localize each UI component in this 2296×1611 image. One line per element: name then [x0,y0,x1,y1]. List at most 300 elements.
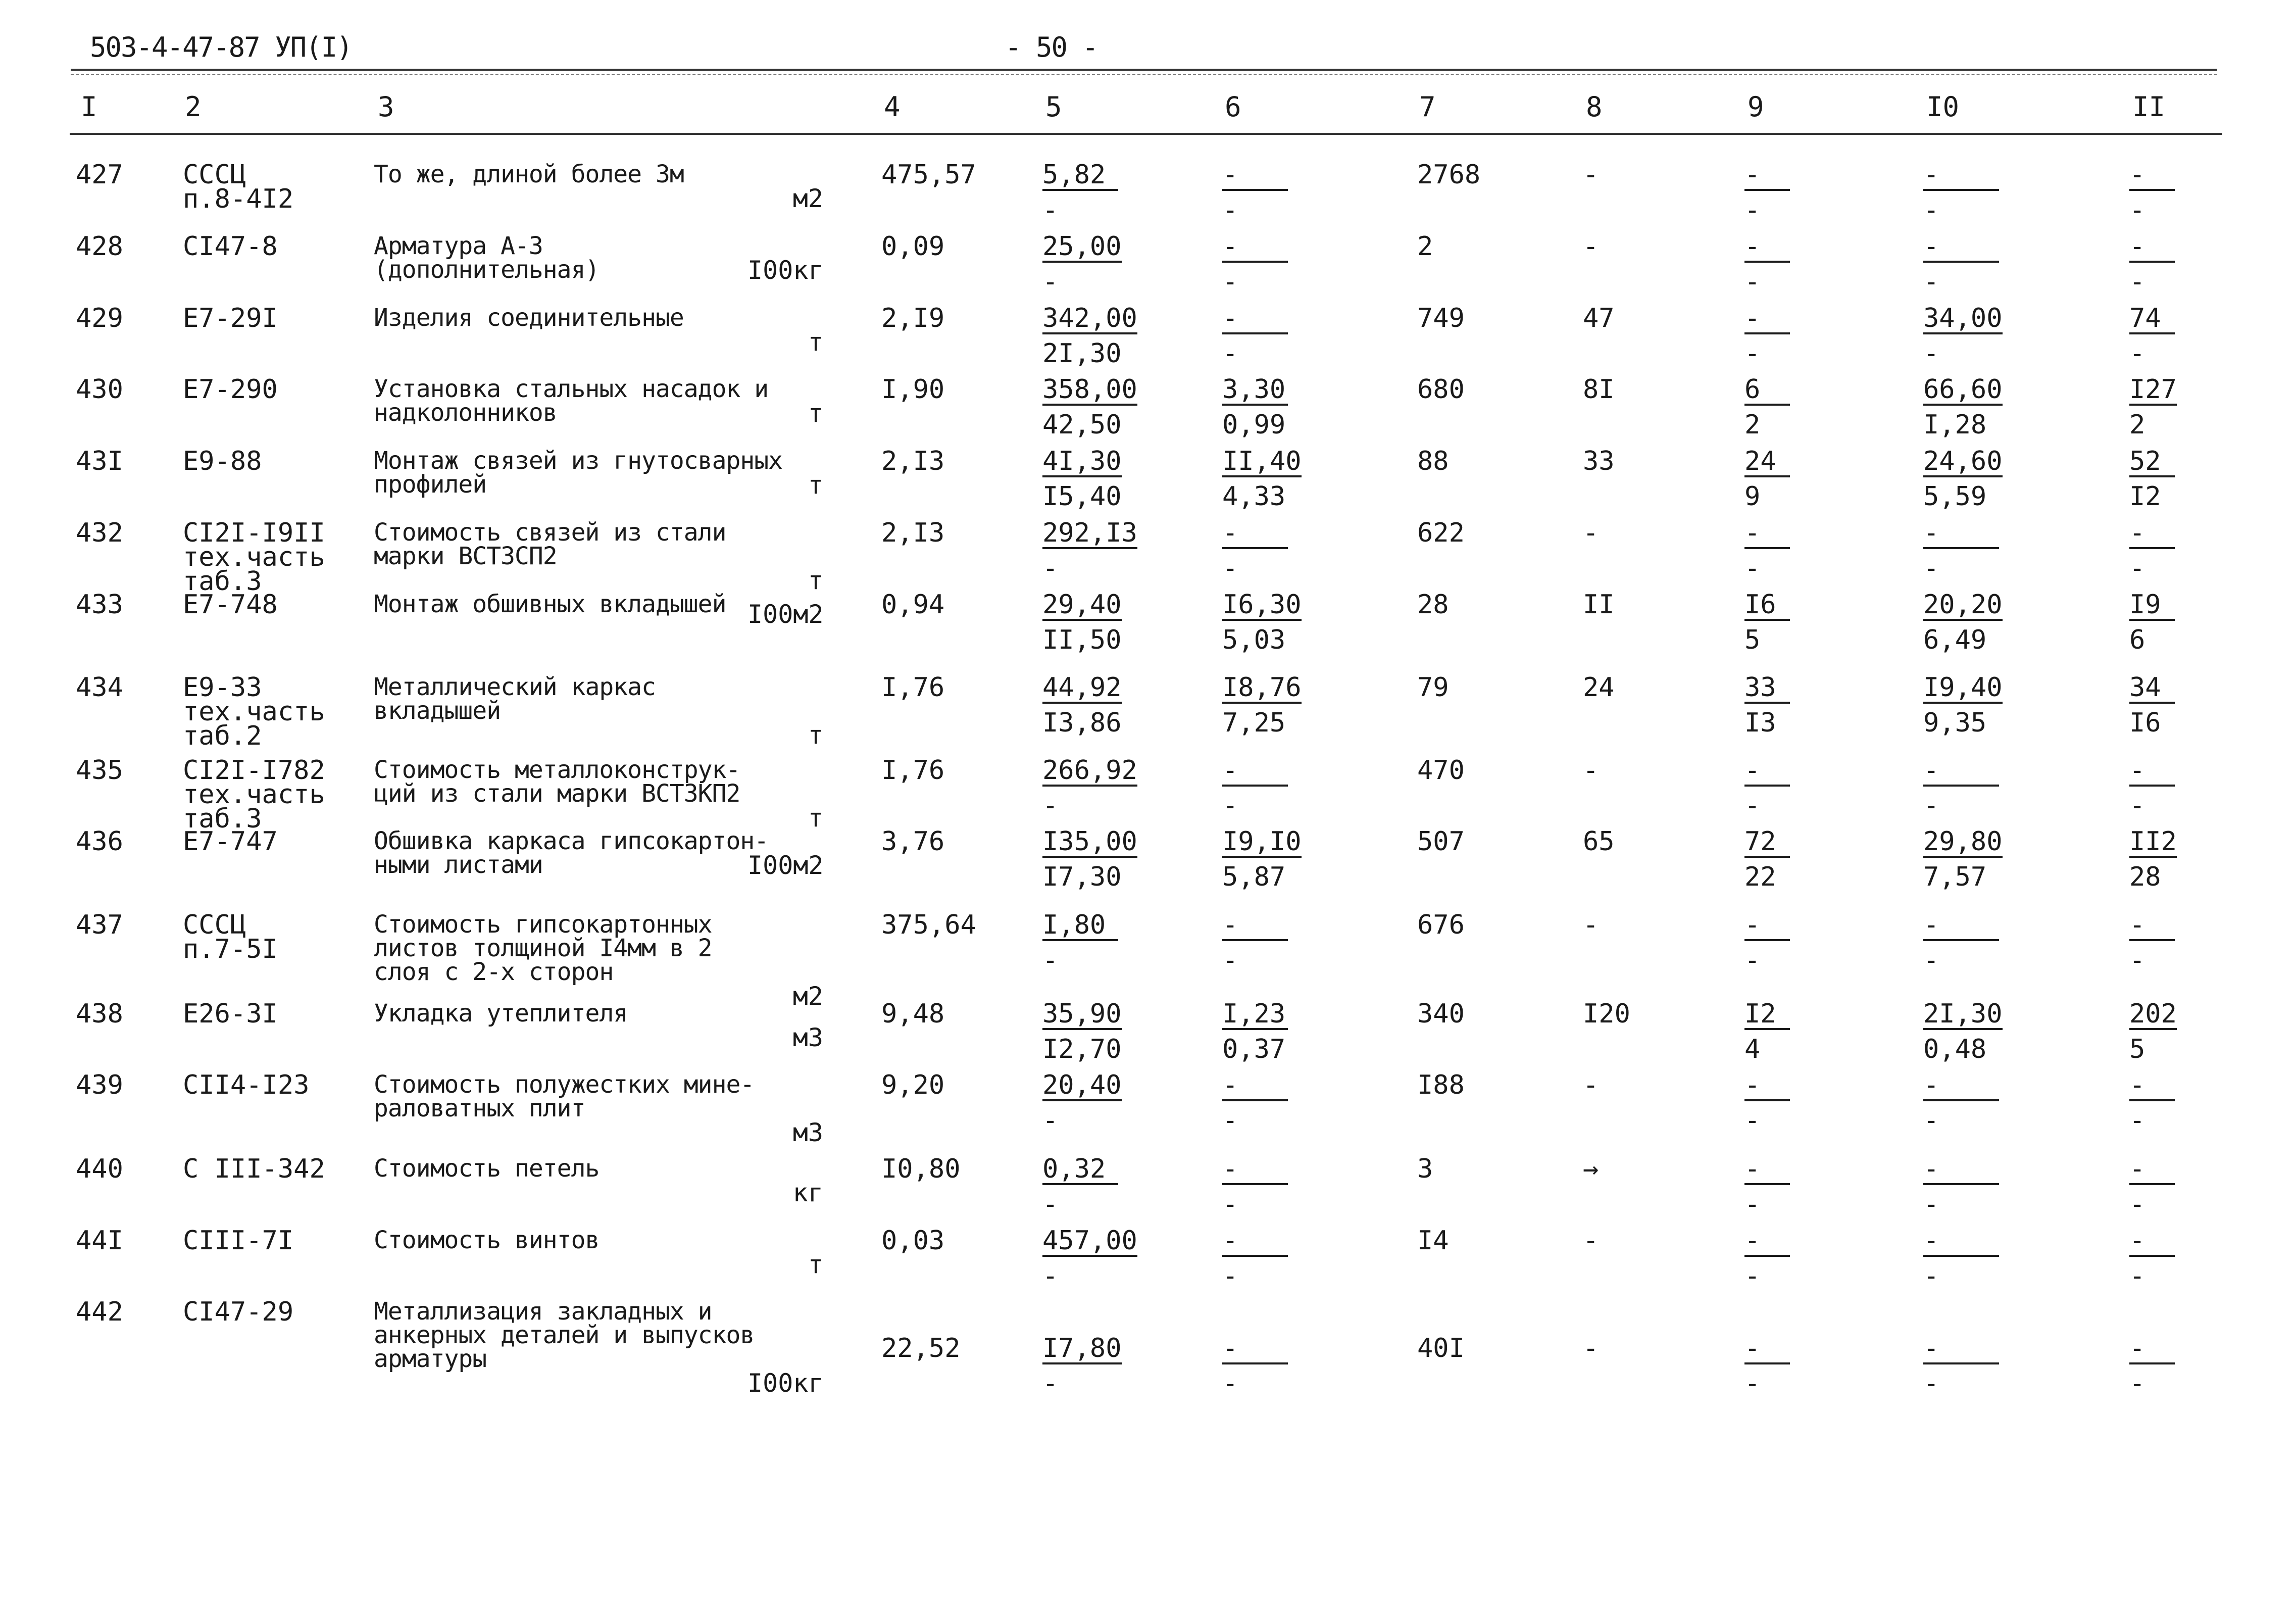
unit-cost-total [1042,231,1122,297]
unit-cost-wages-top: - [1222,306,1288,334]
wages-total: 24 [1583,672,1615,703]
unit-cost-wages-top: I8,76 [1222,672,1302,703]
cost-col-11-top: 52 [2129,449,2175,477]
unit-cost-total-bottom: - [1042,553,1059,583]
quantity: 2,I9 [881,303,945,333]
wages-total: II [1583,590,1615,620]
unit-cost-wages-bottom: - [1222,945,1238,975]
cost-col-9-top: - [1744,521,1790,549]
cost-col-10-bottom: - [1923,195,1939,225]
unit-cost-total [1042,374,1137,440]
cost-col-9-bottom: - [1744,1261,1761,1291]
total-cost: I4 [1417,1226,1449,1256]
row-number: 433 [76,590,123,620]
unit-cost-total [1042,910,1118,975]
cost-col-10-bottom: 0,48 [1923,1034,1987,1064]
cost-col-9-bottom: - [1744,791,1761,821]
unit: т [808,470,823,500]
unit-cost-wages [1222,303,1288,369]
cost-col-10-top: I9,40 [1923,672,2003,703]
cost-col-9-top: - [1744,758,1790,787]
column-number: I [81,91,97,123]
unit-cost-wages-top: 3,30 [1222,377,1288,406]
work-name: Стоимость гипсокартонных листов толщиной I4мм в 2 слоя с 2-х сторон [374,910,712,986]
row-number: 442 [76,1297,123,1327]
work-name: Металлический каркас вкладышей [374,673,656,725]
cost-col-10 [1923,160,1999,225]
unit-cost-total-top: 25,00 [1042,231,1122,262]
unit-cost-total [1042,1333,1122,1399]
cost-col-9-bottom: - [1744,267,1761,297]
cost-col-11-bottom: - [2129,553,2145,583]
unit-cost-total-top: 0,32 [1042,1157,1118,1185]
unit-cost-total-top: I35,00 [1042,826,1137,857]
cost-col-9-top: 72 [1744,829,1790,858]
row-number: 429 [76,303,123,333]
cost-col-9 [1744,374,1790,440]
unit-cost-wages-bottom: 5,03 [1222,625,1286,655]
work-name: Монтаж обшивных вкладышей [374,590,726,618]
unit-cost-total-bottom: II,50 [1042,625,1122,655]
unit-cost-total-bottom: - [1042,1261,1059,1291]
cost-col-9-bottom: - [1744,338,1761,369]
row-number: 439 [76,1070,123,1100]
cost-col-10 [1923,1226,1999,1291]
cost-col-10 [1923,672,2003,738]
cost-col-9-top: - [1744,1157,1790,1185]
unit-cost-wages [1222,1154,1288,1219]
unit-cost-wages-top: I9,I0 [1222,826,1302,857]
cost-col-11 [2129,231,2175,297]
column-number: II [2132,91,2166,123]
unit: т [808,803,823,833]
cost-col-9-top: I6 [1744,593,1790,621]
row-number: 438 [76,999,123,1029]
unit: т [808,327,823,357]
unit-cost-total [1042,303,1137,369]
total-cost: 3 [1417,1154,1433,1184]
unit-cost-total-bottom: - [1042,1105,1059,1136]
work-name: Стоимость связей из стали марки ВСТЗСП2 [374,518,726,570]
cost-col-11-top: - [2129,1073,2175,1101]
cost-col-10-bottom: 5,59 [1923,481,1987,512]
work-name: Изделия соединительные [374,304,684,332]
unit-cost-total [1042,755,1137,821]
cost-col-11-bottom: 6 [2129,625,2145,655]
cost-col-11-bottom: - [2129,1189,2145,1219]
unit-cost-wages-top: - [1222,163,1288,191]
cost-col-11 [2129,999,2177,1064]
column-number: I0 [1926,91,1960,123]
unit-cost-wages-bottom: - [1222,1261,1238,1291]
cost-col-9-bottom: - [1744,553,1761,583]
top-rule [71,69,2217,71]
unit-cost-wages [1222,1333,1288,1399]
wages-total: → [1583,1154,1599,1184]
unit: кг [792,1178,823,1207]
work-name: Стоимость металлоконструк- ций из стали марки ВСТЗКП2 [374,756,740,808]
unit-cost-total-bottom: I2,70 [1042,1034,1122,1064]
unit-cost-total-bottom: - [1042,945,1059,975]
column-number: 2 [185,91,202,123]
cost-col-9 [1744,1070,1790,1136]
unit-cost-total [1042,1154,1118,1219]
unit-cost-total-top: 5,82 [1042,163,1118,191]
unit-cost-total-bottom: I5,40 [1042,481,1122,512]
unit: т [808,566,823,595]
cost-col-10-top: 24,60 [1923,446,2003,476]
price-code: СI2I-I782 тех.часть таб.3 [183,755,325,834]
unit-cost-total-top: 35,90 [1042,999,1122,1029]
wages-total: - [1583,160,1599,190]
quantity: I0,80 [881,1154,961,1184]
unit-cost-wages-top: - [1222,1073,1288,1101]
work-name: Стоимость полужестких мине- раловатных плит [374,1070,755,1122]
unit-cost-wages [1222,231,1288,297]
quantity: 22,52 [881,1333,961,1363]
cost-col-11 [2129,1333,2175,1399]
unit-cost-total-top: 20,40 [1042,1070,1122,1100]
wages-total: 33 [1583,446,1615,476]
unit-cost-wages [1222,1226,1288,1291]
unit-cost-wages-top: - [1222,758,1288,787]
cost-col-10 [1923,910,1999,975]
row-number: 436 [76,826,123,857]
column-number: 8 [1586,91,1603,123]
unit-cost-wages [1222,826,1302,892]
cost-col-11-top: - [2129,1229,2175,1257]
cost-col-11-top: 202 [2129,999,2177,1029]
cost-col-9-top: - [1744,306,1790,334]
cost-col-10 [1923,231,1999,297]
cost-col-10-top: 20,20 [1923,590,2003,620]
unit-cost-total-top: 457,00 [1042,1226,1137,1256]
column-number: 7 [1419,91,1436,123]
row-number: 440 [76,1154,123,1184]
cost-col-10 [1923,446,2003,512]
cost-col-11 [2129,1154,2175,1219]
cost-col-11-top: - [2129,1336,2175,1364]
unit-cost-wages-bottom: - [1222,791,1238,821]
cost-col-11 [2129,1070,2175,1136]
cost-col-10 [1923,518,1999,583]
unit-cost-wages-top: I6,30 [1222,590,1302,620]
unit-cost-total-bottom: I3,86 [1042,708,1122,738]
unit-cost-wages-top: - [1222,913,1288,941]
unit: м3 [792,1118,823,1147]
unit-cost-wages-bottom: - [1222,195,1238,225]
unit-cost-total-bottom: 42,50 [1042,410,1122,440]
cost-col-10-top: - [1923,758,1999,787]
price-code: С III-342 [183,1154,325,1184]
quantity: 0,09 [881,231,945,262]
cost-col-9-bottom: 4 [1744,1034,1761,1064]
unit-cost-total-top: I,80 [1042,913,1118,941]
cost-col-11-bottom: 5 [2129,1034,2145,1064]
cost-col-9-top: 33 [1744,675,1790,704]
work-name: Обшивка каркаса гипсокартон- ными листами [374,827,769,879]
column-number: 3 [378,91,394,123]
unit-cost-wages [1222,590,1302,655]
unit-cost-wages-bottom: - [1222,1189,1238,1219]
cost-col-10 [1923,303,2003,369]
cost-col-9 [1744,590,1790,655]
cost-col-11 [2129,1226,2175,1291]
unit: м2 [792,982,823,1011]
unit: I00м2 [747,599,824,629]
unit: м2 [792,184,823,213]
cost-col-10-top: - [1923,1073,1999,1101]
quantity: 9,20 [881,1070,945,1100]
cost-col-11-bottom: 28 [2129,862,2161,892]
cost-col-10-bottom: - [1923,267,1939,297]
cost-col-9-top: 24 [1744,449,1790,477]
cost-col-10-bottom: - [1923,553,1939,583]
cost-col-11-top: - [2129,758,2175,787]
cost-col-9-top: I2 [1744,1002,1790,1030]
unit-cost-wages-bottom: 0,99 [1222,410,1286,440]
wages-total: - [1583,1070,1599,1100]
row-number: 427 [76,160,123,190]
cost-col-9-bottom: - [1744,945,1761,975]
unit-cost-wages-top: - [1222,1229,1288,1257]
cost-col-9-bottom: - [1744,1105,1761,1136]
cost-col-9 [1744,303,1790,369]
total-cost: 79 [1417,672,1449,703]
cost-col-11-bottom: I6 [2129,708,2161,738]
cost-col-10-top: 34,00 [1923,303,2003,333]
unit-cost-total [1042,160,1118,225]
row-number: 434 [76,672,123,703]
cost-col-11-top: II2 [2129,826,2177,857]
unit-cost-total-top: 292,I3 [1042,518,1137,548]
cost-col-11 [2129,755,2175,821]
unit: I00кг [747,256,824,285]
column-number: 6 [1225,91,1241,123]
quantity: 2,I3 [881,518,945,548]
cost-col-9 [1744,1154,1790,1219]
unit: т [808,720,823,750]
cost-col-10-bottom: - [1923,1105,1939,1136]
unit-cost-total-top: 44,92 [1042,672,1122,703]
unit-cost-total-bottom: - [1042,195,1059,225]
wages-total: 8I [1583,374,1615,405]
cost-col-9-top: - [1744,913,1790,941]
quantity: 475,57 [881,160,976,190]
cost-col-9-bottom: 2 [1744,410,1761,440]
quantity: 375,64 [881,910,976,940]
wages-total: I20 [1583,999,1630,1029]
row-number: 43I [76,446,123,476]
unit-cost-total-bottom: - [1042,1189,1059,1219]
quantity: 0,03 [881,1226,945,1256]
cost-col-11 [2129,826,2177,892]
price-code: Е7-29I [183,303,278,333]
total-cost: 340 [1417,999,1465,1029]
column-number: 4 [884,91,901,123]
cost-col-11-bottom: - [2129,195,2145,225]
row-number: 430 [76,374,123,405]
header-rule [70,133,2222,135]
cost-col-11 [2129,590,2175,655]
unit-cost-total [1042,1070,1122,1136]
cost-col-9 [1744,231,1790,297]
row-number: 437 [76,910,123,940]
total-cost: 470 [1417,755,1465,786]
unit-cost-total [1042,826,1137,892]
unit-cost-wages-bottom: 5,87 [1222,862,1286,892]
cost-col-10-bottom: I,28 [1923,410,1987,440]
cost-col-10-bottom: - [1923,1189,1939,1219]
unit-cost-wages [1222,518,1288,583]
unit-cost-total-bottom: I7,30 [1042,862,1122,892]
cost-col-10-top: 2I,30 [1923,999,2003,1029]
unit-cost-total [1042,672,1122,738]
work-name: Металлизация закладных и анкерных деталей и выпусков арматуры [374,1297,755,1373]
unit: м3 [792,1023,823,1052]
cost-col-10-bottom: - [1923,945,1939,975]
total-cost: I88 [1417,1070,1465,1100]
work-name: Установка стальных насадок и надколонников [374,375,769,427]
cost-col-10 [1923,1154,1999,1219]
cost-col-10 [1923,590,2003,655]
work-name: Стоимость винтов [374,1226,600,1254]
wages-total: 47 [1583,303,1615,333]
wages-total: - [1583,755,1599,786]
cost-col-9-bottom: - [1744,195,1761,225]
cost-col-9 [1744,160,1790,225]
price-code: Е7-290 [183,374,278,405]
cost-col-10-top: - [1923,1336,1999,1364]
cost-col-10-top: - [1923,1157,1999,1185]
quantity: 9,48 [881,999,945,1029]
cost-col-10-top: 66,60 [1923,374,2003,405]
cost-col-9 [1744,910,1790,975]
unit-cost-wages-bottom: 7,25 [1222,708,1286,738]
work-name: Стоимость петель [374,1154,600,1183]
row-number: 432 [76,518,123,548]
cost-col-10 [1923,1070,1999,1136]
page-number: - 50 - [1005,31,1098,63]
unit-cost-total-top: I7,80 [1042,1333,1122,1363]
total-cost: 622 [1417,518,1465,548]
price-code: СIII-7I [183,1226,294,1256]
quantity: I,90 [881,374,945,405]
work-name: Монтаж связей из гнутосварных профилей [374,447,783,499]
unit-cost-total-bottom: - [1042,791,1059,821]
cost-col-9-top: - [1744,163,1790,191]
cost-col-10-bottom: - [1923,1369,1939,1399]
quantity: 2,I3 [881,446,945,476]
cost-col-11-top: - [2129,234,2175,263]
unit-cost-total [1042,999,1122,1064]
cost-col-11-top: - [2129,521,2175,549]
unit-cost-total-top: 342,00 [1042,303,1137,333]
wages-total: - [1583,1226,1599,1256]
cost-col-9 [1744,1333,1790,1399]
price-code: Е7-747 [183,826,278,857]
wages-total: - [1583,231,1599,262]
cost-col-10-top: - [1923,913,1999,941]
unit-cost-wages-bottom: - [1222,267,1238,297]
unit-cost-total-top: 29,40 [1042,590,1122,620]
unit-cost-total-top: 4I,30 [1042,446,1122,476]
unit-cost-wages-top: - [1222,234,1288,263]
unit: т [808,399,823,428]
quantity: I,76 [881,755,945,786]
cost-col-11-top: I27 [2129,374,2177,405]
quantity: I,76 [881,672,945,703]
unit-cost-wages [1222,910,1288,975]
unit: I00кг [747,1369,824,1398]
unit-cost-wages-bottom: - [1222,1369,1238,1399]
unit-cost-total-bottom: - [1042,1369,1059,1399]
unit-cost-wages [1222,1070,1288,1136]
cost-col-11-bottom: 2 [2129,410,2145,440]
cost-col-10-bottom: 6,49 [1923,625,1987,655]
cost-col-11-bottom: I2 [2129,481,2161,512]
total-cost: 680 [1417,374,1465,405]
price-code: Е7-748 [183,590,278,620]
cost-col-11-top: - [2129,163,2175,191]
unit: т [808,1250,823,1279]
cost-col-11-top: - [2129,913,2175,941]
cost-col-11-bottom: - [2129,338,2145,369]
cost-col-9-bottom: 5 [1744,625,1761,655]
cost-col-10 [1923,999,2003,1064]
cost-col-9 [1744,672,1790,738]
cost-col-11 [2129,160,2175,225]
cost-col-9-bottom: 9 [1744,481,1761,512]
cost-col-11-bottom: - [2129,791,2145,821]
cost-col-11 [2129,518,2175,583]
work-name: Укладка утеплителя [374,999,628,1028]
price-code: Е9-88 [183,446,262,476]
price-code: СI47-8 [183,231,278,262]
price-code: Е9-33 тех.часть таб.2 [183,672,325,751]
unit-cost-wages [1222,755,1288,821]
unit-cost-total [1042,1226,1137,1291]
unit-cost-wages-bottom: - [1222,553,1238,583]
cost-col-11 [2129,672,2175,738]
cost-col-9-top: - [1744,234,1790,263]
cost-col-9-top: 6 [1744,377,1790,406]
cost-col-9-bottom: I3 [1744,708,1776,738]
unit-cost-wages-top: - [1222,1157,1288,1185]
cost-col-10-top: - [1923,163,1999,191]
cost-col-11 [2129,303,2175,369]
price-code: Е26-3I [183,999,278,1029]
unit: I00м2 [747,851,824,880]
cost-col-11-bottom: - [2129,1105,2145,1136]
total-cost: 2 [1417,231,1433,262]
unit-cost-wages-top: - [1222,521,1288,549]
price-code: СI47-29 [183,1297,294,1327]
cost-col-10-top: - [1923,1229,1999,1257]
cost-col-10-top: - [1923,234,1999,263]
cost-col-9 [1744,826,1790,892]
work-name: Арматура А-3 (дополнительная) [374,232,600,284]
cost-col-10-bottom: - [1923,1261,1939,1291]
price-code: СI2I-I9II тех.часть таб.3 [183,518,325,597]
cost-col-11-bottom: - [2129,267,2145,297]
unit-cost-total-bottom: 2I,30 [1042,338,1122,369]
unit-cost-total [1042,518,1137,583]
column-number: 5 [1045,91,1062,123]
unit-cost-wages [1222,446,1302,512]
cost-col-11 [2129,446,2175,512]
cost-col-11-top: 34 [2129,675,2175,704]
